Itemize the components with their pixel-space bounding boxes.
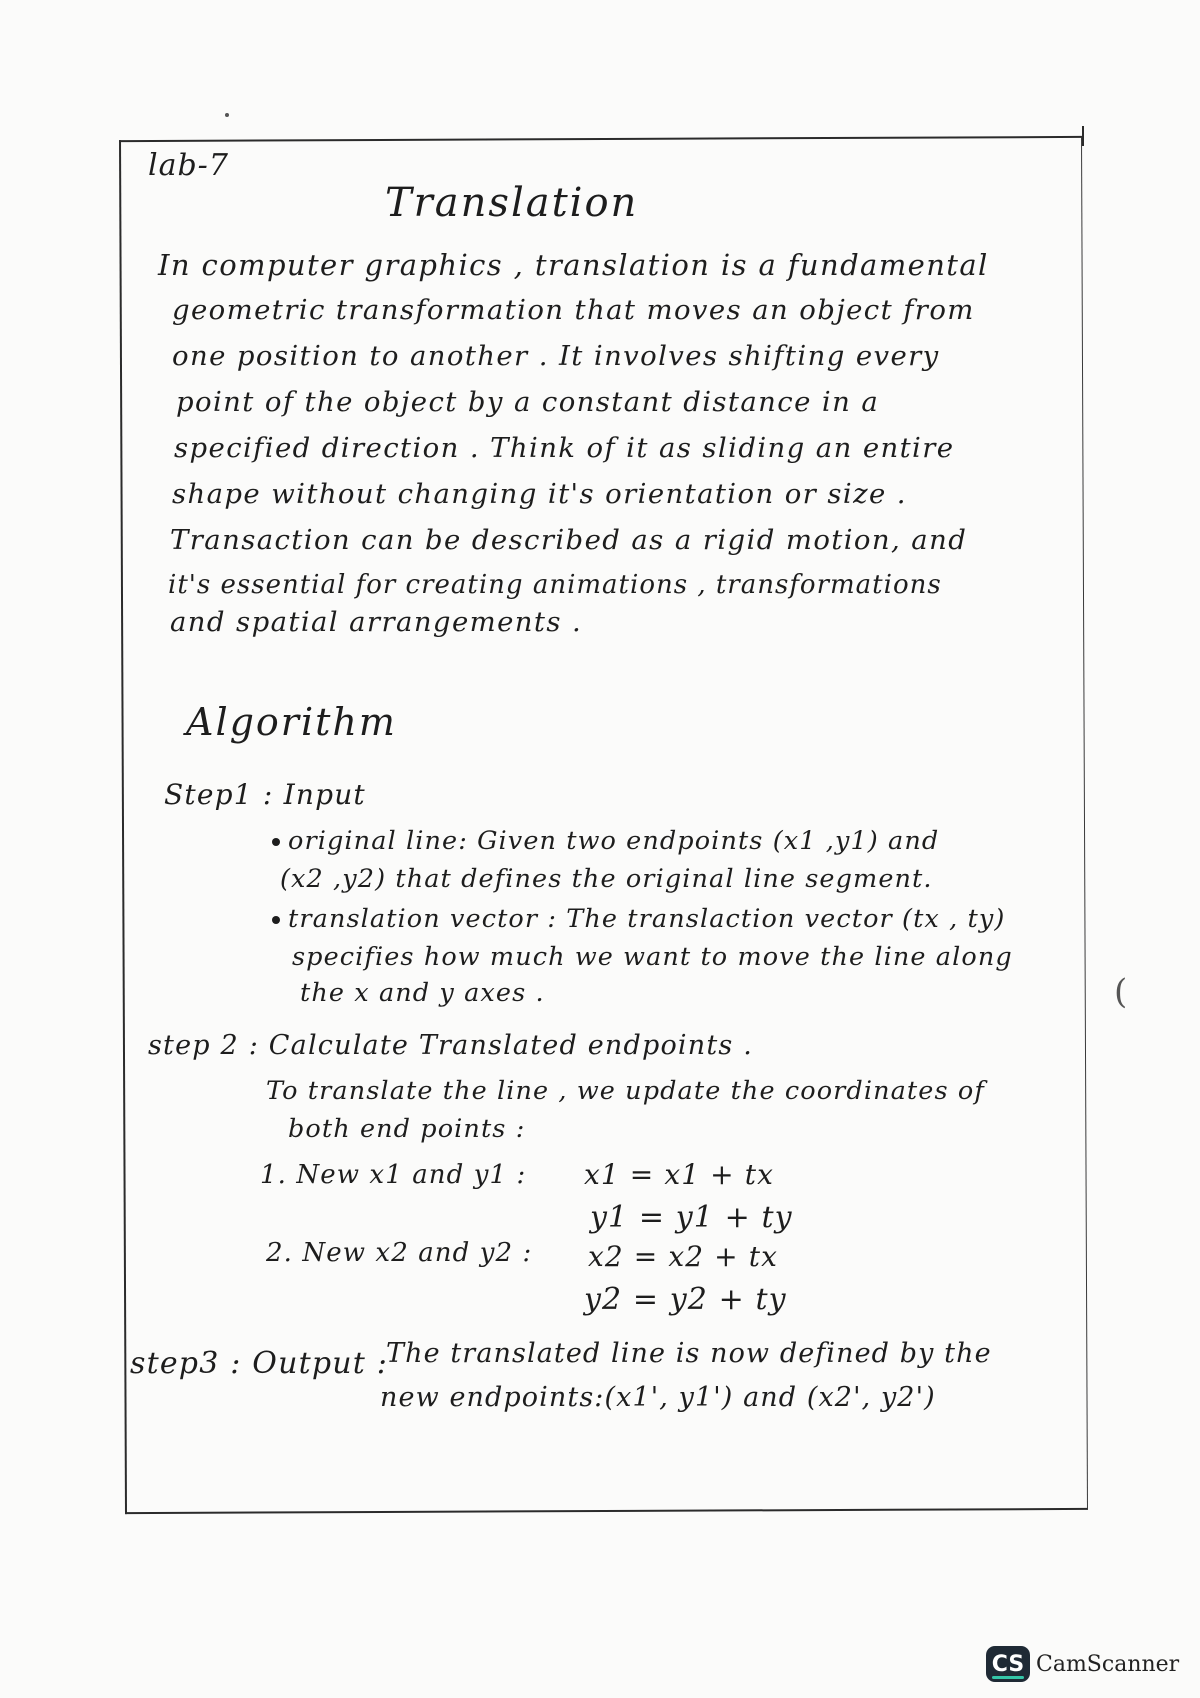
algorithm-heading: Algorithm <box>186 700 397 744</box>
step2-label: step 2 : Calculate Translated endpoints . <box>148 1030 754 1061</box>
camscanner-logo-icon: CS <box>986 1646 1030 1682</box>
step1-label: Step1 : Input <box>164 778 366 811</box>
bullet-dot <box>272 916 280 924</box>
intro-line: point of the object by a constant distance in a <box>176 386 880 418</box>
step1-bullet-line <box>272 904 1005 934</box>
step2-item2-eq: x2 = x2 + tx <box>588 1240 778 1273</box>
bullet-dot <box>272 838 280 846</box>
ink-speck <box>225 113 229 117</box>
intro-line: and spatial arrangements . <box>170 606 583 638</box>
intro-line: it's essential for creating animations , transformations <box>168 570 942 600</box>
step2-item2-label: 2. New x2 and y2 : <box>266 1238 533 1268</box>
intro-line: Transaction can be described as a rigid motion, and <box>170 524 968 556</box>
step3-line: The translated line is now defined by the <box>386 1338 992 1369</box>
step3-label: step3 : Output : <box>130 1346 389 1381</box>
step2-intro-line: To translate the line , we update the coordinates of <box>266 1076 985 1106</box>
step2-item1-eq: x1 = x1 + tx <box>584 1158 774 1191</box>
step2-intro-line: both end points : <box>288 1114 526 1144</box>
edge-mark: ( <box>1114 972 1128 1012</box>
intro-line: In computer graphics , translation is a fundamental <box>158 248 989 282</box>
step2-item1-eq: y1 = y1 + ty <box>590 1200 793 1235</box>
step1-bullet-line: specifies how much we want to move the line along <box>292 942 1013 972</box>
step1-bullet-line <box>272 826 939 856</box>
bullet-text: original line: Given two endpoints (x1 ,y1) and <box>288 826 940 856</box>
bullet-text: translation vector : The translaction vector (tx , ty) <box>288 904 1006 934</box>
camscanner-name: CamScanner <box>1036 1651 1180 1677</box>
step3-line: new endpoints:(x1', y1') and (x2', y2') <box>380 1382 936 1413</box>
intro-line: shape without changing it's orientation or size . <box>172 478 907 510</box>
step2-item2-eq: y2 = y2 + ty <box>584 1282 787 1317</box>
border-tick <box>1082 126 1084 146</box>
camscanner-watermark <box>986 1646 1179 1682</box>
step2-item1-label: 1. New x1 and y1 : <box>260 1160 527 1190</box>
intro-line: one position to another . It involves shifting every <box>172 340 940 372</box>
step1-bullet-line: the x and y axes . <box>300 978 545 1008</box>
page-title: Translation <box>385 180 639 226</box>
intro-line: specified direction . Think of it as sliding an entire <box>174 432 955 464</box>
lab-label: lab-7 <box>148 148 229 183</box>
intro-line: geometric transformation that moves an object from <box>172 294 975 326</box>
step1-bullet-line: (x2 ,y2) that defines the original line segment. <box>280 864 933 894</box>
